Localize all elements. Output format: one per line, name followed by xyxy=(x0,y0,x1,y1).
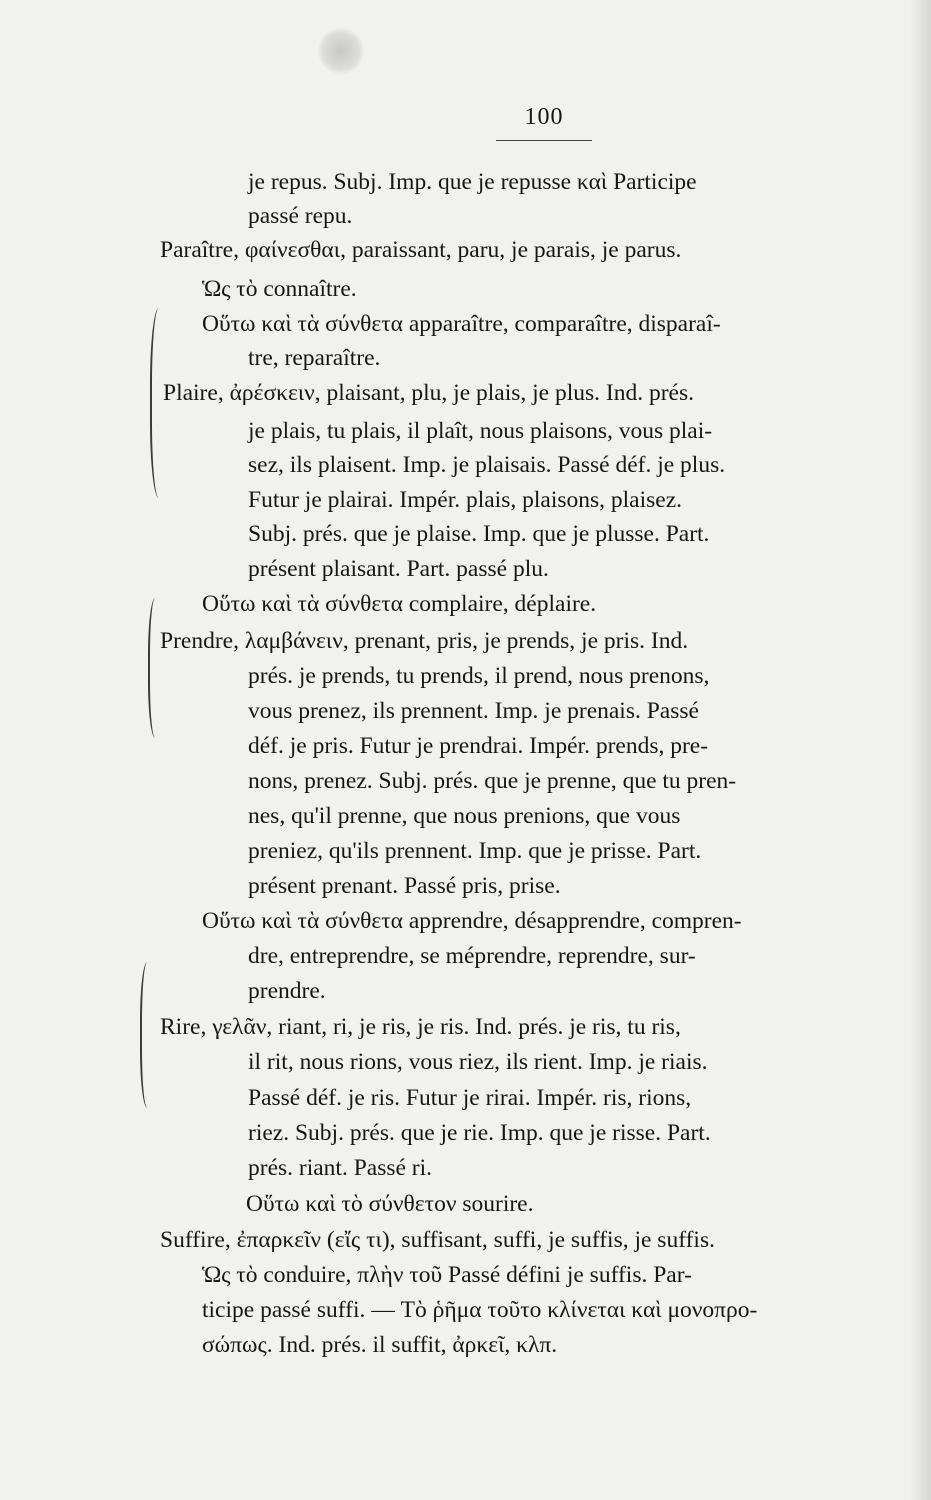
text-line: Rire, γελᾶν, riant, ri, je ris, je ris. Ind. prés. je ris, tu ris, xyxy=(160,1014,681,1040)
text-line: preniez, qu'ils prennent. Imp. que je prisse. Part. xyxy=(248,838,702,864)
text-line: Ὡς τὸ conduire, πλὴν τοῦ Passé défini je suffis. Par- xyxy=(202,1262,692,1288)
text-line: tre, reparaître. xyxy=(248,345,381,371)
page-edge-shadow xyxy=(909,0,931,1500)
text-line: prés. je prends, tu prends, il prend, nous prenons, xyxy=(248,663,710,689)
text-line: présent plaisant. Part. passé plu. xyxy=(248,556,549,582)
text-line: ticipe passé suffi. — Τὸ ῥῆμα τοῦτο κλίνεται καὶ μονοπρο- xyxy=(202,1297,758,1323)
text-line: Prendre, λαμβάνειν, prenant, pris, je prends, je pris. Ind. xyxy=(160,628,689,654)
text-line: Passé déf. je ris. Futur je rirai. Impér. ris, rions, xyxy=(248,1085,692,1111)
text-line: présent prenant. Passé pris, prise. xyxy=(248,873,561,899)
text-line: prendre. xyxy=(248,978,326,1004)
text-line: déf. je pris. Futur je prendrai. Impér. prends, pre- xyxy=(248,733,709,759)
page-number: 100 xyxy=(524,104,564,130)
text-line: Οὕτω καὶ τὰ σύνθετα apparaître, comparaître, disparaî- xyxy=(202,311,721,337)
paper-stain xyxy=(318,28,364,74)
margin-mark-rire xyxy=(140,962,158,1108)
text-line: dre, entreprendre, se méprendre, reprendre, sur- xyxy=(248,943,696,969)
header-rule xyxy=(496,140,592,141)
text-line: Οὕτω καὶ τὰ σύνθετα apprendre, désapprendre, compren- xyxy=(202,908,742,934)
text-line: Plaire, ἀρέσκειν, plaisant, plu, je plais, je plus. Ind. prés. xyxy=(163,380,694,406)
text-line: Ὡς τὸ connaître. xyxy=(202,276,357,302)
text-line: je repus. Subj. Imp. que je repusse καὶ Participe xyxy=(248,169,697,195)
text-line: il rit, nous rions, vous riez, ils rient. Imp. je riais. xyxy=(248,1049,708,1075)
text-line: Paraître, φαίνεσθαι, paraissant, paru, je parais, je parus. xyxy=(160,237,682,263)
text-line: Futur je plairai. Impér. plais, plaisons, plaisez. xyxy=(248,487,683,513)
text-line: sez, ils plaisent. Imp. je plaisais. Passé déf. je plus. xyxy=(248,452,726,478)
text-line: Οὕτω καὶ τὰ σύνθετα complaire, déplaire. xyxy=(202,591,597,617)
text-line: σώπως. Ind. prés. il suffit, ἀρκεῖ, κλπ. xyxy=(202,1332,558,1358)
text-line: Suffire, ἐπαρκεῖν (εἴς τι), suffisant, suffi, je suffis, je suffis. xyxy=(160,1227,715,1253)
text-line: nes, qu'il prenne, que nous prenions, que vous xyxy=(248,803,681,829)
text-line: je plais, tu plais, il plaît, nous plaisons, vous plai- xyxy=(248,418,713,444)
text-line: riez. Subj. prés. que je rie. Imp. que je risse. Part. xyxy=(248,1120,711,1146)
text-line: Subj. prés. que je plaise. Imp. que je plusse. Part. xyxy=(248,521,710,547)
text-line: nons, prenez. Subj. prés. que je prenne, que tu pren- xyxy=(248,768,737,794)
text-line: passé repu. xyxy=(248,203,353,229)
text-line: vous prenez, ils prennent. Imp. je prenais. Passé xyxy=(248,698,699,724)
text-line: Οὕτω καὶ τὸ σύνθετον sourire. xyxy=(246,1191,534,1217)
text-line: prés. riant. Passé ri. xyxy=(248,1155,433,1181)
margin-mark-prendre xyxy=(148,598,166,738)
